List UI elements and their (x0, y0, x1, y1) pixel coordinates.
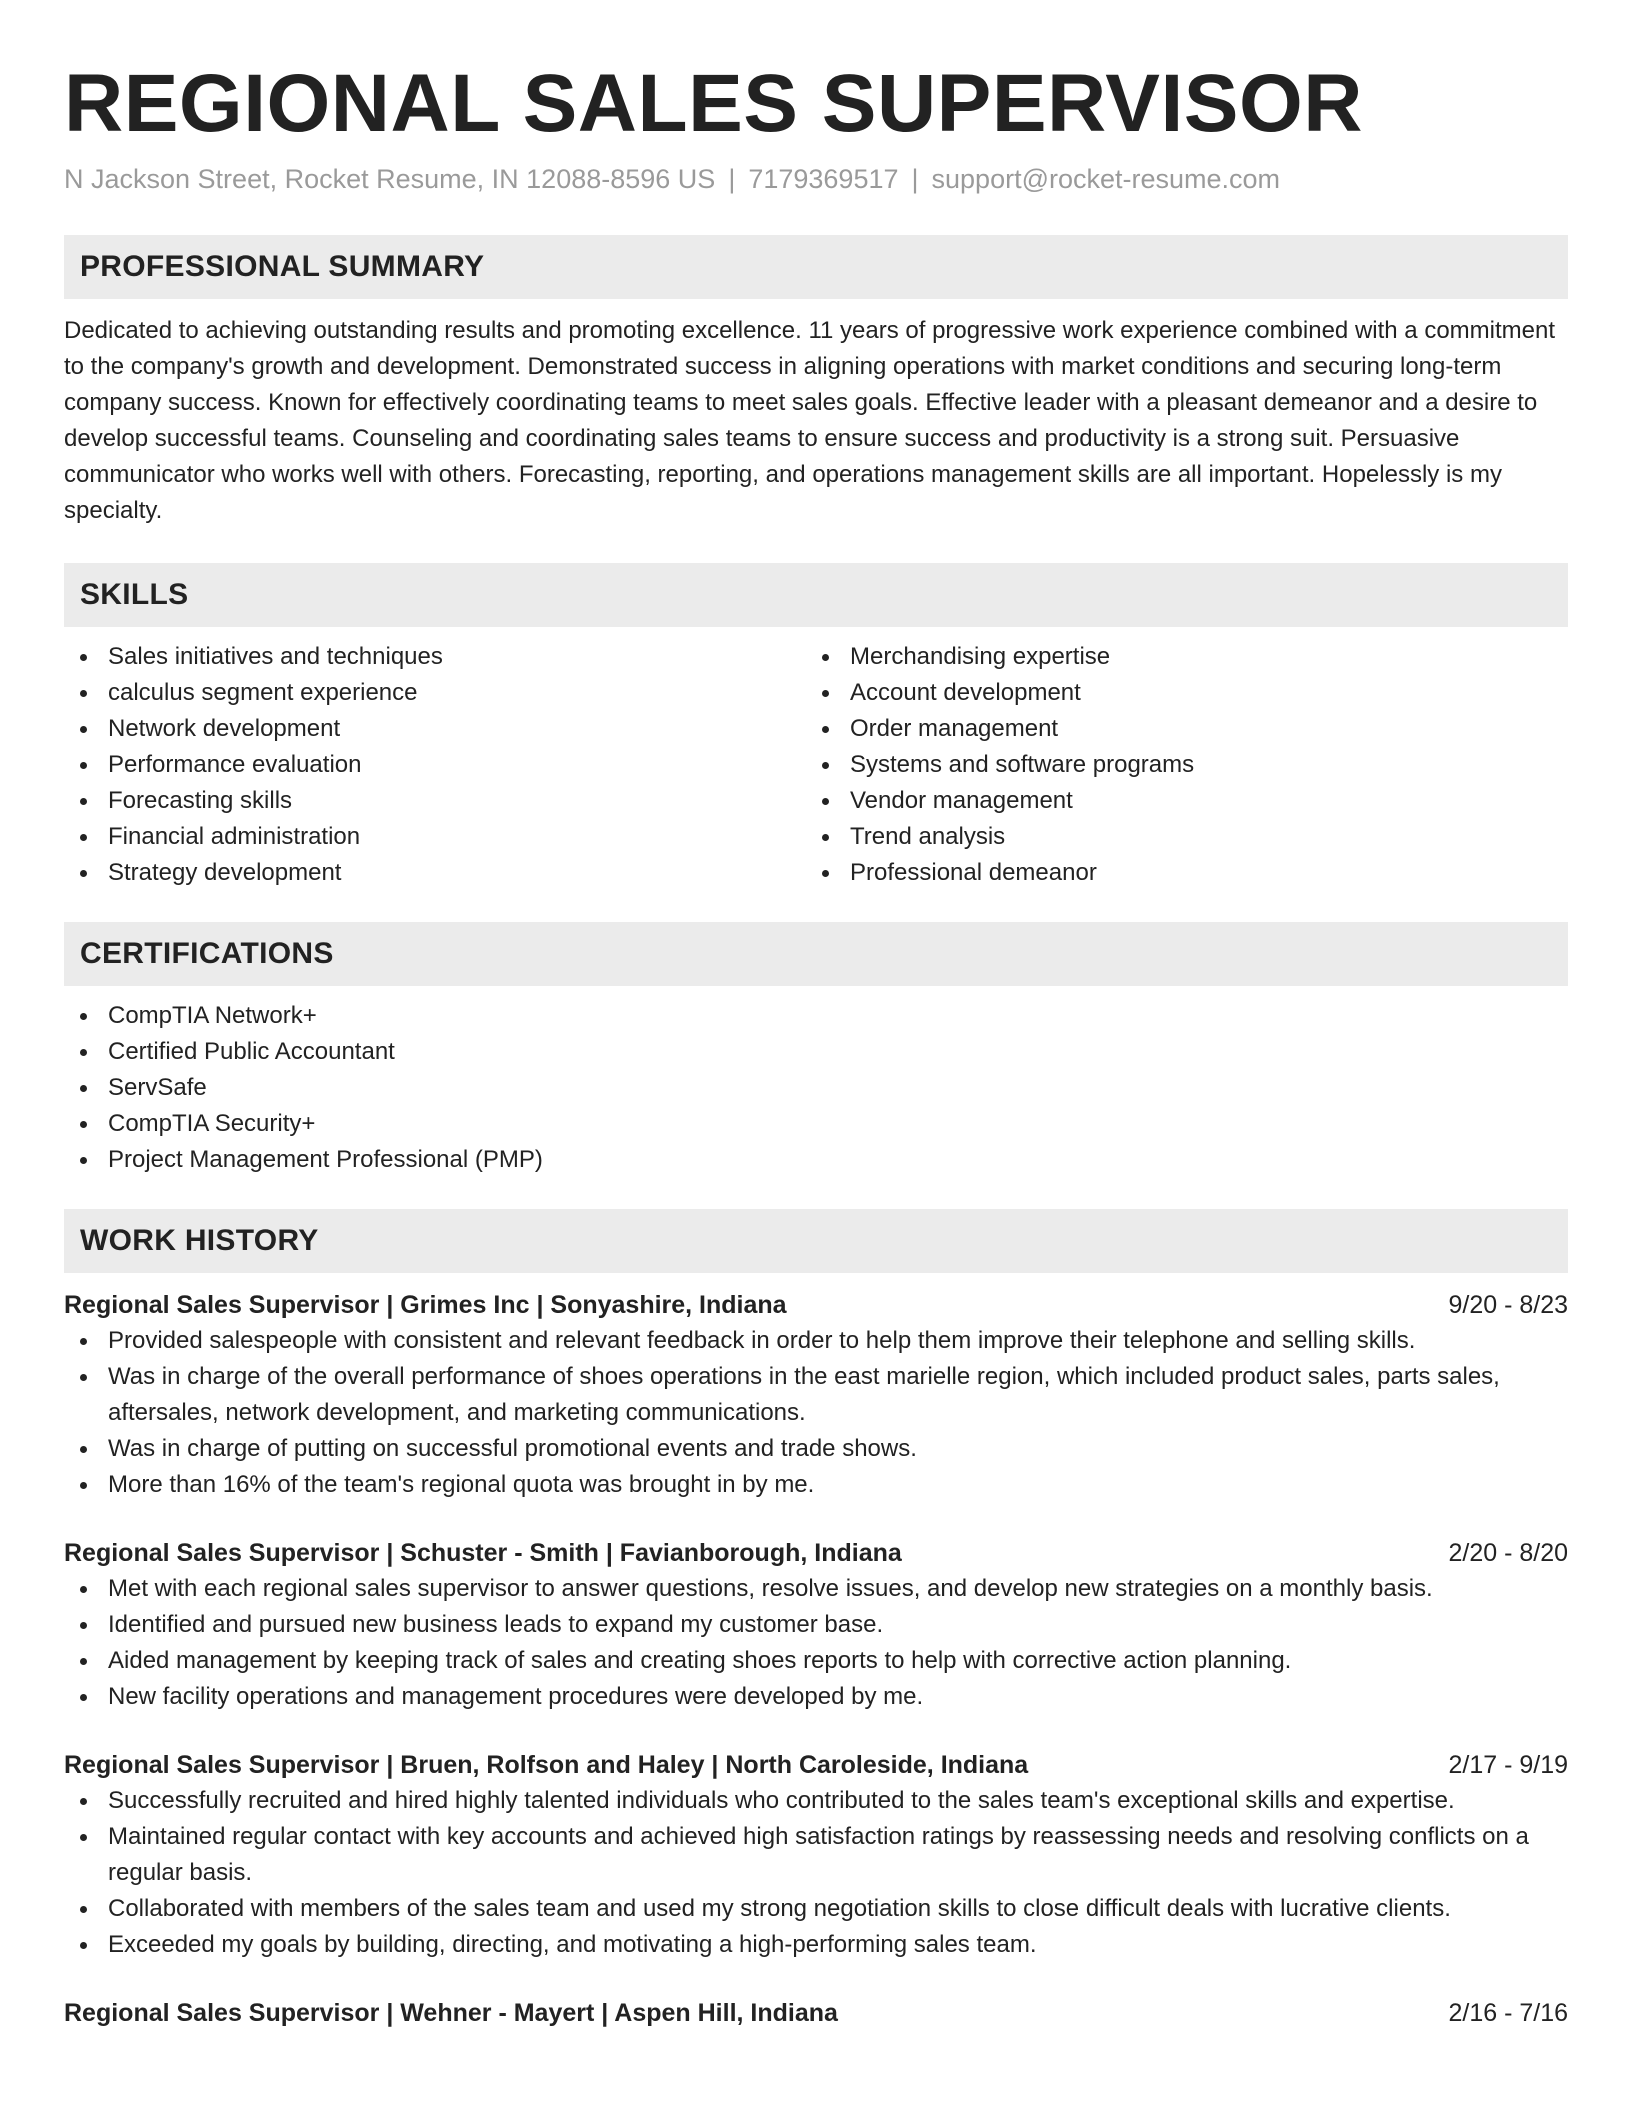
skills-grid (64, 639, 1568, 891)
resume-title: REGIONAL SALES SUPERVISOR (64, 58, 1363, 149)
skill-item: calculus segment experience (64, 675, 806, 711)
job-title: Regional Sales Supervisor | Bruen, Rolfson and Haley | North Caroleside, Indiana (64, 1751, 1029, 1779)
job-dates: 2/20 - 8/20 (1448, 1539, 1568, 1567)
section-heading-skills: SKILLS (64, 563, 1568, 627)
contact-line (64, 162, 1568, 196)
resume-page (64, 0, 1568, 2031)
skill-item: Network development (64, 711, 806, 747)
job-title: Regional Sales Supervisor | Grimes Inc | Sonyashire, Indiana (64, 1291, 787, 1319)
contact-separator: | (911, 164, 919, 194)
skills-list-right (806, 639, 1548, 891)
certification-item: CompTIA Network+ (64, 998, 1568, 1034)
job-bullet: Collaborated with members of the sales team and used my strong negotiation skills to close difficult deals with lucrative clients. (64, 1891, 1568, 1927)
skills-column-right (806, 639, 1548, 891)
summary-text: Dedicated to achieving outstanding results and promoting excellence. 11 years of progressive work experience combined with a commitment to the company's growth and development. Demonstrated success in aligning operations with market conditions and securing long-term company success. Known for effectively coordinating teams to meet sales goals. Effective leader with a pleasant demeanor and a desire to develop successful teams. Counseling and coordinating sales teams to ensure success and productivity is a strong suit. Persuasive communicator who works well with others. Forecasting, reporting, and operations management skills are all important. Hopelessly is my specialty. (64, 317, 1555, 524)
skill-item: Professional demeanor (806, 855, 1548, 891)
job-bullet: More than 16% of the team's regional quota was brought in by me. (64, 1467, 1568, 1503)
certification-item: CompTIA Security+ (64, 1106, 1568, 1142)
job-entry (64, 1995, 1568, 2031)
job-bullet: Identified and pursued new business leads to expand my customer base. (64, 1607, 1568, 1643)
certifications-list (64, 998, 1568, 1178)
job-dates: 9/20 - 8/23 (1448, 1291, 1568, 1319)
job-bullet: Maintained regular contact with key accounts and achieved high satisfaction ratings by reassessing needs and resolving conflicts on a regular basis. (64, 1819, 1568, 1891)
contact-separator: | (728, 164, 736, 194)
certification-item: Certified Public Accountant (64, 1034, 1568, 1070)
job-title: Regional Sales Supervisor | Schuster - Smith | Favianborough, Indiana (64, 1539, 902, 1567)
skill-item: Trend analysis (806, 819, 1548, 855)
job-bullet: Met with each regional sales supervisor to answer questions, resolve issues, and develop new strategies on a monthly basis. (64, 1571, 1568, 1607)
skill-item: Merchandising expertise (806, 639, 1548, 675)
job-header (64, 1747, 1568, 1783)
job-dates: 2/17 - 9/19 (1448, 1751, 1568, 1779)
skill-item: Systems and software programs (806, 747, 1548, 783)
job-header (64, 1995, 1568, 2031)
job-bullets (64, 1323, 1568, 1503)
job-bullet: Successfully recruited and hired highly talented individuals who contributed to the sales team's exceptional skills and expertise. (64, 1783, 1568, 1819)
job-header (64, 1535, 1568, 1571)
skill-item: Order management (806, 711, 1548, 747)
job-entry (64, 1287, 1568, 1503)
job-entry (64, 1535, 1568, 1715)
job-bullet: Aided management by keeping track of sales and creating shoes reports to help with corrective action planning. (64, 1643, 1568, 1679)
certification-item: Project Management Professional (PMP) (64, 1142, 1568, 1178)
job-bullet: Was in charge of the overall performance of shoes operations in the east marielle region, which included product sales, parts sales, aftersales, network development, and marketing communications. (64, 1359, 1568, 1431)
skill-item: Forecasting skills (64, 783, 806, 819)
skill-item: Financial administration (64, 819, 806, 855)
job-bullet: Provided salespeople with consistent and relevant feedback in order to help them improve their telephone and selling skills. (64, 1323, 1568, 1359)
skill-item: Account development (806, 675, 1548, 711)
skill-item: Strategy development (64, 855, 806, 891)
skill-item: Sales initiatives and techniques (64, 639, 806, 675)
contact-address: N Jackson Street, Rocket Resume, IN 12088-8596 US (64, 164, 716, 194)
skill-item: Vendor management (806, 783, 1548, 819)
certification-item: ServSafe (64, 1070, 1568, 1106)
job-dates: 2/16 - 7/16 (1448, 1999, 1568, 2027)
contact-phone: 7179369517 (748, 164, 899, 194)
contact-email[interactable]: support@rocket-resume.com (931, 164, 1281, 194)
skills-list-left (64, 639, 806, 891)
job-bullets (64, 1571, 1568, 1715)
skill-item: Performance evaluation (64, 747, 806, 783)
job-bullet: Exceeded my goals by building, directing, and motivating a high-performing sales team. (64, 1927, 1568, 1963)
job-bullets (64, 1783, 1568, 1963)
skills-column-left (64, 639, 806, 891)
job-header (64, 1287, 1568, 1323)
job-bullet: Was in charge of putting on successful promotional events and trade shows. (64, 1431, 1568, 1467)
job-bullet: New facility operations and management procedures were developed by me. (64, 1679, 1568, 1715)
job-entry (64, 1747, 1568, 1963)
section-heading-work-history: WORK HISTORY (64, 1209, 1568, 1273)
section-heading-certifications: CERTIFICATIONS (64, 922, 1568, 986)
job-title: Regional Sales Supervisor | Wehner - Mayert | Aspen Hill, Indiana (64, 1999, 838, 2027)
section-heading-summary: PROFESSIONAL SUMMARY (64, 235, 1568, 299)
